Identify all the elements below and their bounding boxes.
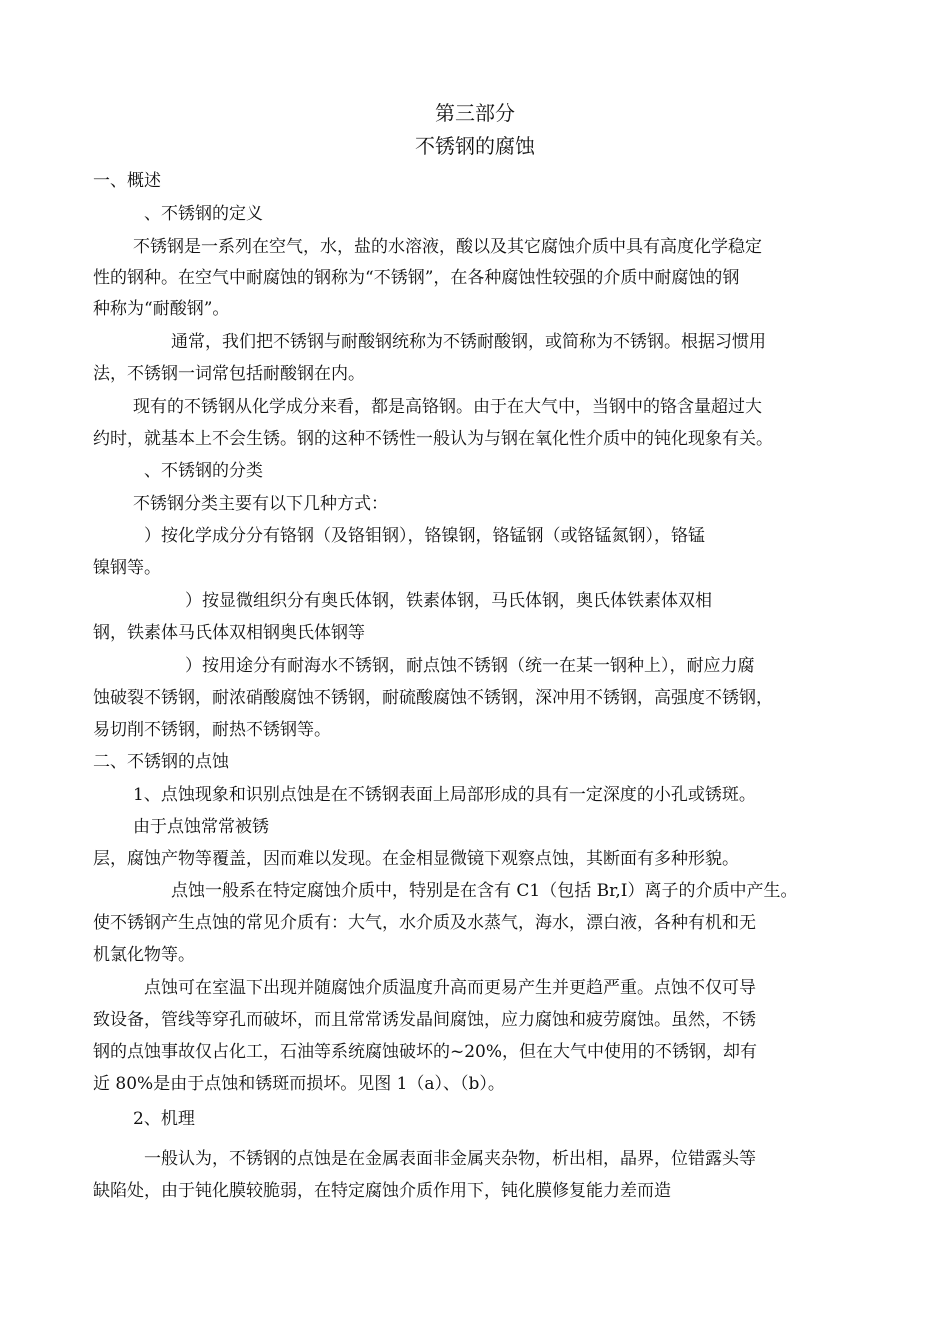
section-heading-pitting: 二、不锈钢的点蚀 (93, 752, 229, 772)
paragraph-line: 近 80%是由于点蚀和锈斑而损坏。见图 1（a）、（b）。 (93, 1074, 505, 1094)
paragraph-line: 一般认为，不锈钢的点蚀是在金属表面非金属夹杂物，析出相，晶界，位错露头等 (144, 1149, 756, 1169)
paragraph-line: 不锈钢分类主要有以下几种方式： (133, 494, 388, 514)
list-item-line: ）按化学成分分有铬钢（及铬钼钢），铬镍钢，铬锰钢（或铬锰氮钢），铬锰 (144, 526, 705, 546)
paragraph-line: 不锈钢是一系列在空气，水，盐的水溶液，酸以及其它腐蚀介质中具有高度化学稳定 (133, 237, 762, 257)
list-item-line: 易切削不锈钢，耐热不锈钢等。 (93, 720, 331, 740)
paragraph-line: 性的钢种。在空气中耐腐蚀的钢称为“不锈钢”，在各种腐蚀性较强的介质中耐腐蚀的钢 (93, 268, 740, 288)
list-item-line: ）按显微组织分有奥氏体钢，铁素体钢，马氏体钢，奥氏体铁素体双相 (185, 591, 712, 611)
paragraph-line: 约时，就基本上不会生锈。钢的这种不锈性一般认为与钢在氧化性介质中的钝化现象有关。 (93, 429, 773, 449)
part-heading: 第三部分 (435, 101, 515, 125)
paragraph-line: 通常，我们把不锈钢与耐酸钢统称为不锈耐酸钢，或简称为不锈钢。根据习惯用 (171, 332, 766, 352)
paragraph-line: 使不锈钢产生点蚀的常见介质有：大气，水介质及水蒸气，海水，漂白液，各种有机和无 (93, 913, 756, 933)
document-title: 不锈钢的腐蚀 (415, 134, 535, 158)
paragraph-line: 由于点蚀常常被锈 (133, 817, 269, 837)
list-item-line: 镍钢等。 (93, 558, 161, 578)
paragraph-line: 致设备，管线等穿孔而破坏，而且常常诱发晶间腐蚀，应力腐蚀和疲劳腐蚀。虽然，不锈 (93, 1010, 756, 1030)
section-heading-overview: 一、概述 (93, 171, 161, 191)
paragraph-line: 点蚀一般系在特定腐蚀介质中，特别是在含有 C1（包括 Br,I）离子的介质中产生。 (171, 881, 798, 901)
paragraph-line: 机氯化物等。 (93, 945, 195, 965)
paragraph-line: 1、点蚀现象和识别点蚀是在不锈钢表面上局部形成的具有一定深度的小孔或锈斑。 (133, 785, 756, 805)
paragraph-line: 层，腐蚀产物等覆盖，因而难以发现。在金相显微镜下观察点蚀，其断面有多种形貌。 (93, 849, 739, 869)
paragraph-line: 钢的点蚀事故仅占化工，石油等系统腐蚀破坏的~20%，但在大气中使用的不锈钢，却有 (93, 1042, 758, 1062)
paragraph-line: 现有的不锈钢从化学成分来看，都是高铬钢。由于在大气中，当钢中的铬含量超过大 (133, 397, 762, 417)
subsection-heading-classification: 、不锈钢的分类 (144, 461, 263, 481)
list-item-line: 钢，铁素体马氏体双相钢奥氏体钢等 (93, 623, 365, 643)
paragraph-line: 法，不锈钢一词常包括耐酸钢在内。 (93, 364, 365, 384)
paragraph-line: 缺陷处，由于钝化膜较脆弱，在特定腐蚀介质作用下，钝化膜修复能力差而造 (93, 1181, 671, 1201)
list-item-line: ）按用途分有耐海水不锈钢，耐点蚀不锈钢（统一在某一钢种上），耐应力腐 (185, 656, 755, 676)
paragraph-line: 点蚀可在室温下出现并随腐蚀介质温度升高而更易产生并更趋严重。点蚀不仅可导 (144, 978, 756, 998)
subsection-heading-definition: 、不锈钢的定义 (144, 204, 263, 224)
paragraph-line: 种称为“耐酸钢”。 (93, 299, 230, 319)
list-item-line: 蚀破裂不锈钢，耐浓硝酸腐蚀不锈钢，耐硫酸腐蚀不锈钢，深冲用不锈钢，高强度不锈钢， (93, 688, 773, 708)
subsection-heading-mechanism: 2、机理 (133, 1109, 195, 1129)
